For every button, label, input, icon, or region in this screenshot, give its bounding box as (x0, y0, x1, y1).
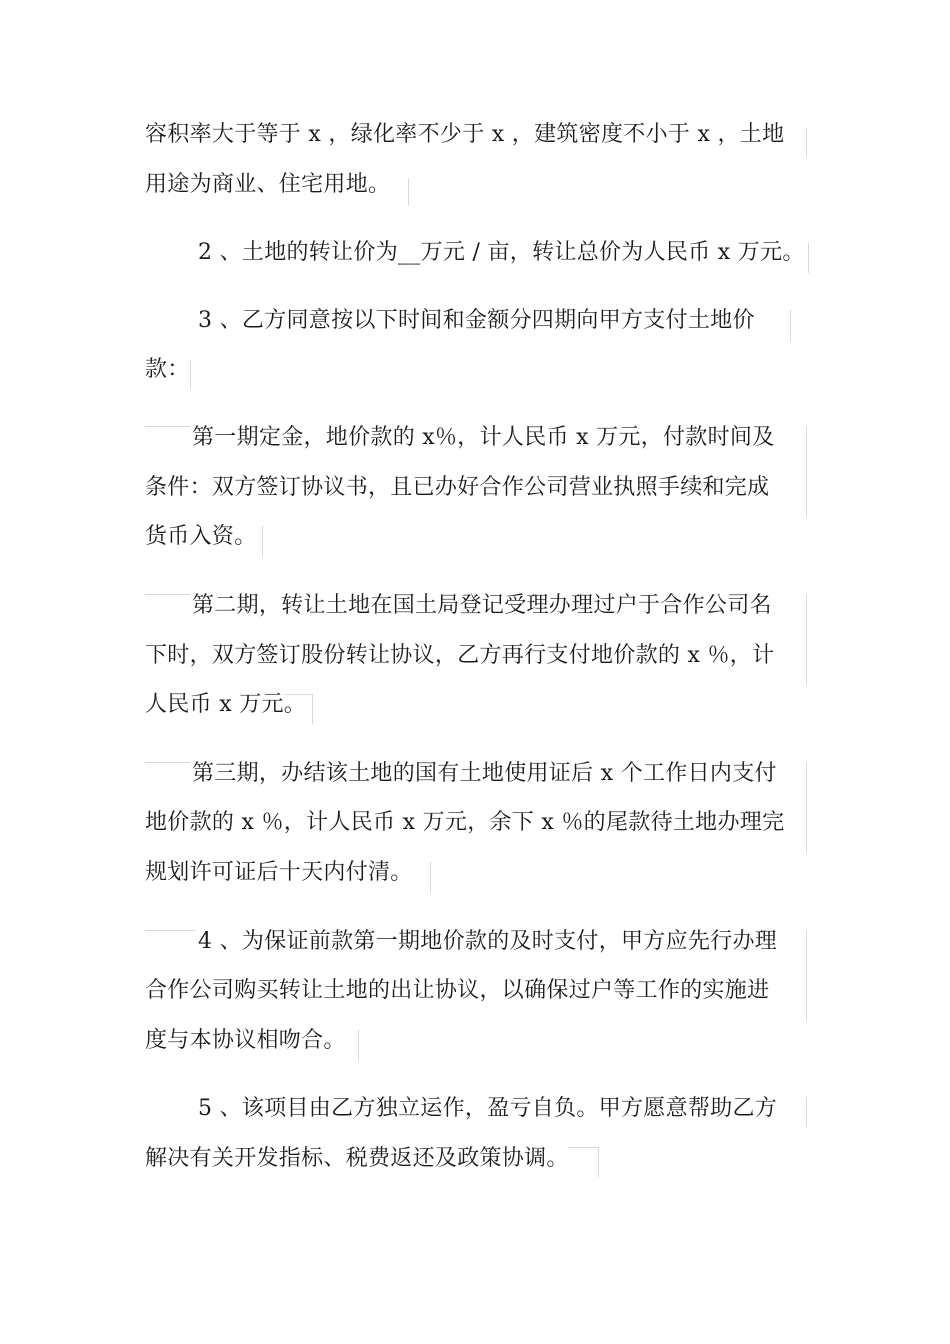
text-line: 4 、为保证前款第一期地价款的及时支付，甲方应先行办理 (198, 929, 778, 954)
text-line: 度与本协议相吻合。 (145, 1028, 346, 1053)
text-box-edge (262, 526, 263, 556)
text-box-edge (568, 1147, 598, 1148)
text-box-edge (806, 594, 807, 684)
text-box-edge (806, 128, 807, 156)
text-line: 下时，双方签订股份转让协议，乙方再行支付地价款的 x ％，计 (145, 643, 775, 668)
text-line: 用途为商业、住宅用地。 (145, 172, 391, 197)
text-box-edge (145, 426, 190, 427)
text-line: 人民币 x 万元。 (145, 692, 307, 717)
text-box-edge (408, 178, 409, 206)
text-box-edge (806, 762, 807, 852)
text-line: 条件：双方签订协议书，且已办好合作公司营业执照手续和完成 (145, 475, 770, 500)
text-line: 第二期，转让土地在国土局登记受理办理过户于合作公司名 (192, 593, 772, 618)
text-line: 容积率大于等于 x ，绿化率不少于 x ，建筑密度不小于 x ，土地 (145, 122, 785, 147)
text-box-edge (430, 862, 431, 892)
text-line: 3 、乙方同意按以下时间和金额分四期向甲方支付土地价 (198, 308, 755, 333)
text-box-edge (312, 694, 313, 724)
text-box-edge (808, 243, 809, 273)
text-box-edge (358, 1030, 359, 1060)
text-box-edge (806, 930, 807, 1020)
text-line: 地价款的 x ％，计人民币 x 万元，余下 x ％的尾款待土地办理完 (145, 810, 785, 835)
text-line: 5 、该项目由乙方独立运作，盈亏自负。甲方愿意帮助乙方 (198, 1096, 778, 1121)
text-box-edge (190, 360, 191, 388)
text-line: 合作公司购买转让土地的出让协议，以确保过户等工作的实施进 (145, 978, 770, 1003)
text-box-edge (145, 762, 190, 763)
text-line: 第三期，办结该土地的国有土地使用证后 x 个工作日内支付 (192, 761, 777, 786)
text-box-edge (145, 930, 195, 931)
text-line: 解决有关开发指标、税费返还及政策协调。 (145, 1146, 569, 1171)
text-line: 规划许可证后十天内付清。 (145, 860, 413, 885)
text-line: 2 、土地的转让价为__万元 / 亩，转让总价为人民币 x 万元。 (198, 240, 805, 265)
text-line: 货币入资。 (145, 524, 257, 549)
text-box-edge (806, 1097, 807, 1127)
text-box-edge (790, 310, 791, 342)
text-box-edge (145, 594, 190, 595)
text-box-edge (598, 1147, 599, 1177)
text-box-edge (806, 426, 807, 516)
text-line: 款： (145, 357, 190, 382)
text-line: 第一期定金，地价款的 x％，计人民币 x 万元，付款时间及 (192, 425, 775, 450)
